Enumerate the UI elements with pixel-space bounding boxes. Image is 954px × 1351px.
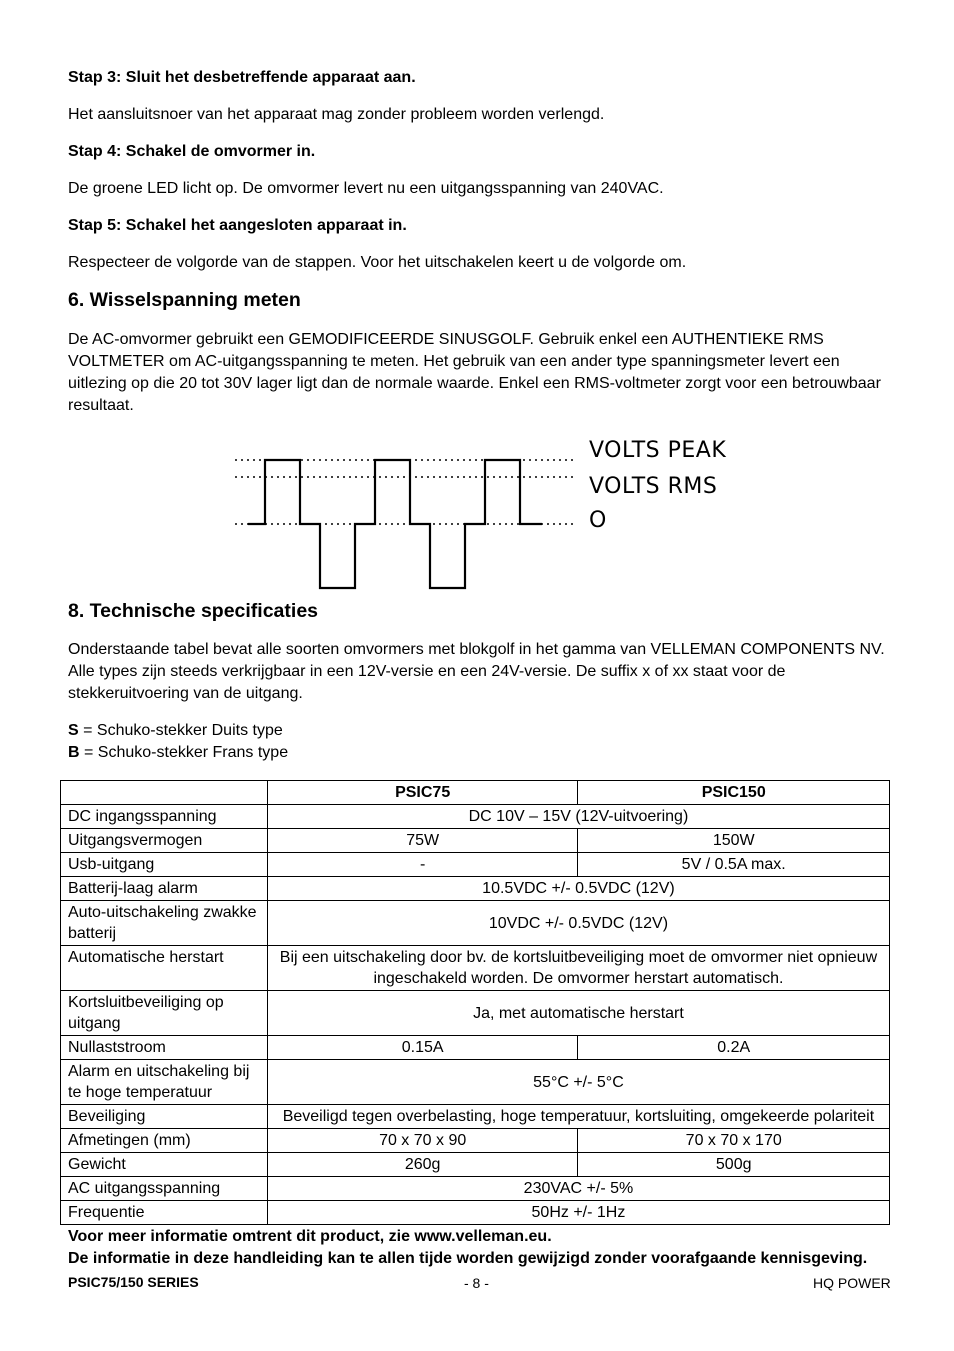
section8-title: 8. Technische specificaties [68,600,319,622]
row-value-psic150: 0.2A [578,1036,890,1060]
spec-table-body [61,781,890,1225]
section6-title: 6. Wisselspanning meten [68,289,301,311]
row-value-psic150: 500g [578,1153,890,1177]
step3-heading: Stap 3: Sluit het desbetreffende apparaat aan. [68,69,416,86]
row-label: Frequentie [61,1201,268,1225]
row-value-psic75: 260g [267,1153,578,1177]
table-row [61,1201,890,1225]
footer-info-2: De informatie in deze handleiding kan te allen tijde worden gewijzigd zonder voorafgaande kennisgeving. [68,1250,868,1267]
section6-line-2: VOLTMETER om AC-uitgangsspanning te meten. Het gebruik van een ander type spanningsmeter levert een [68,353,840,370]
table-row [61,1060,890,1105]
row-label: Gewicht [61,1153,268,1177]
row-value-psic150: 70 x 70 x 170 [578,1129,890,1153]
row-label: Nullaststroom [61,1036,268,1060]
zero-label: O [589,508,607,533]
row-value-merged: 230VAC +/- 5% [267,1177,889,1201]
table-header-psic75: PSIC75 [267,781,578,805]
section6-line-3: uitlezing op die 20 tot 30V lager ligt dan de normale waarde. Enkel een RMS-voltmeter zorgt voor een betrouwbaar [68,375,881,392]
legend-s [68,720,283,742]
footer-info-1: Voor meer informatie omtrent dit product, zie www.velleman.eu. [68,1228,552,1245]
row-value-merged: Beveiligd tegen overbelasting, hoge temperatuur, kortsluiting, omgekeerde polariteit [267,1105,889,1129]
table-row [61,1036,890,1060]
row-value-psic75: 70 x 70 x 90 [267,1129,578,1153]
legend-s-key: S [68,722,79,739]
row-label: Beveiliging [61,1105,268,1129]
row-value-merged: Bij een uitschakeling door bv. de kortsluitbeveiliging moet de omvormer niet opnieuw ingeschakeld worden. De omvormer herstart automatisch. [267,946,889,991]
table-row [61,946,890,991]
row-label: Alarm en uitschakeling bij te hoge temperatuur [61,1060,268,1105]
reference-dotted-lines [235,460,575,524]
square-wave [248,460,542,588]
row-value-merged: 55°C +/- 5°C [267,1060,889,1105]
legend-b-text: = Schuko-stekker Frans type [79,744,289,761]
step3-text: Het aansluitsnoer van het apparaat mag zonder probleem worden verlengd. [68,106,605,123]
row-value-merged: DC 10V – 15V (12V-uitvoering) [267,805,889,829]
row-label: Automatische herstart [61,946,268,991]
row-value-merged: 10.5VDC +/- 0.5VDC (12V) [267,877,889,901]
table-row [61,991,890,1036]
step4-heading: Stap 4: Schakel de omvormer in. [68,143,316,160]
row-value-merged: Ja, met automatische herstart [267,991,889,1036]
spec-table [60,780,890,1225]
row-label: Batterij-laag alarm [61,877,268,901]
row-value-psic150: 150W [578,829,890,853]
row-label: Afmetingen (mm) [61,1129,268,1153]
table-header-empty [61,781,268,805]
row-label: Kortsluitbeveiliging op uitgang [61,991,268,1036]
modified-sine-waveform [230,440,590,595]
volts-rms-label: VOLTS RMS [589,474,718,499]
table-row [61,805,890,829]
section8-line-2: Alle types zijn steeds verkrijgbaar in een 12V-versie en een 24V-versie. De suffix x of xx staat voor de [68,663,786,680]
footer-series: PSIC75/150 SERIES [68,1274,199,1290]
section8-line-3: stekkeruitvoering van de uitgang. [68,685,303,702]
legend-b-key: B [68,744,80,761]
row-value-merged: 10VDC +/- 0.5VDC (12V) [267,901,889,946]
step5-text: Respecteer de volgorde van de stappen. Voor het uitschakelen keert u de volgorde om. [68,254,687,271]
table-header-row [61,781,890,805]
legend-s-text: = Schuko-stekker Duits type [78,722,283,739]
row-value-psic150: 5V / 0.5A max. [578,853,890,877]
row-label: DC ingangsspanning [61,805,268,829]
row-value-psic75: 0.15A [267,1036,578,1060]
row-label: Uitgangsvermogen [61,829,268,853]
table-row [61,1153,890,1177]
section6-line-4: resultaat. [68,397,134,414]
table-row [61,901,890,946]
section6-line-1: De AC-omvormer gebruikt een GEMODIFICEERDE SINUSGOLF. Gebruik enkel een AUTHENTIEKE RMS [68,331,824,348]
row-value-psic75: - [267,853,578,877]
row-value-psic75: 75W [267,829,578,853]
table-row [61,853,890,877]
table-row [61,1105,890,1129]
table-row [61,1177,890,1201]
table-row [61,877,890,901]
section8-line-1: Onderstaande tabel bevat alle soorten omvormers met blokgolf in het gamma van VELLEMAN COMPONENTS NV. [68,641,885,658]
row-label: Usb-uitgang [61,853,268,877]
table-row [61,829,890,853]
table-row [61,1129,890,1153]
row-value-merged: 50Hz +/- 1Hz [267,1201,889,1225]
row-label: AC uitgangsspanning [61,1177,268,1201]
volts-peak-label: VOLTS PEAK [589,438,727,463]
footer-brand: HQ POWER [813,1275,891,1291]
legend-b [68,742,288,764]
table-header-psic150: PSIC150 [578,781,890,805]
footer-page-number: - 8 - [464,1275,489,1291]
step5-heading: Stap 5: Schakel het aangesloten apparaat in. [68,217,407,234]
step4-text: De groene LED licht op. De omvormer levert nu een uitgangsspanning van 240VAC. [68,180,664,197]
row-label: Auto-uitschakeling zwakke batterij [61,901,268,946]
